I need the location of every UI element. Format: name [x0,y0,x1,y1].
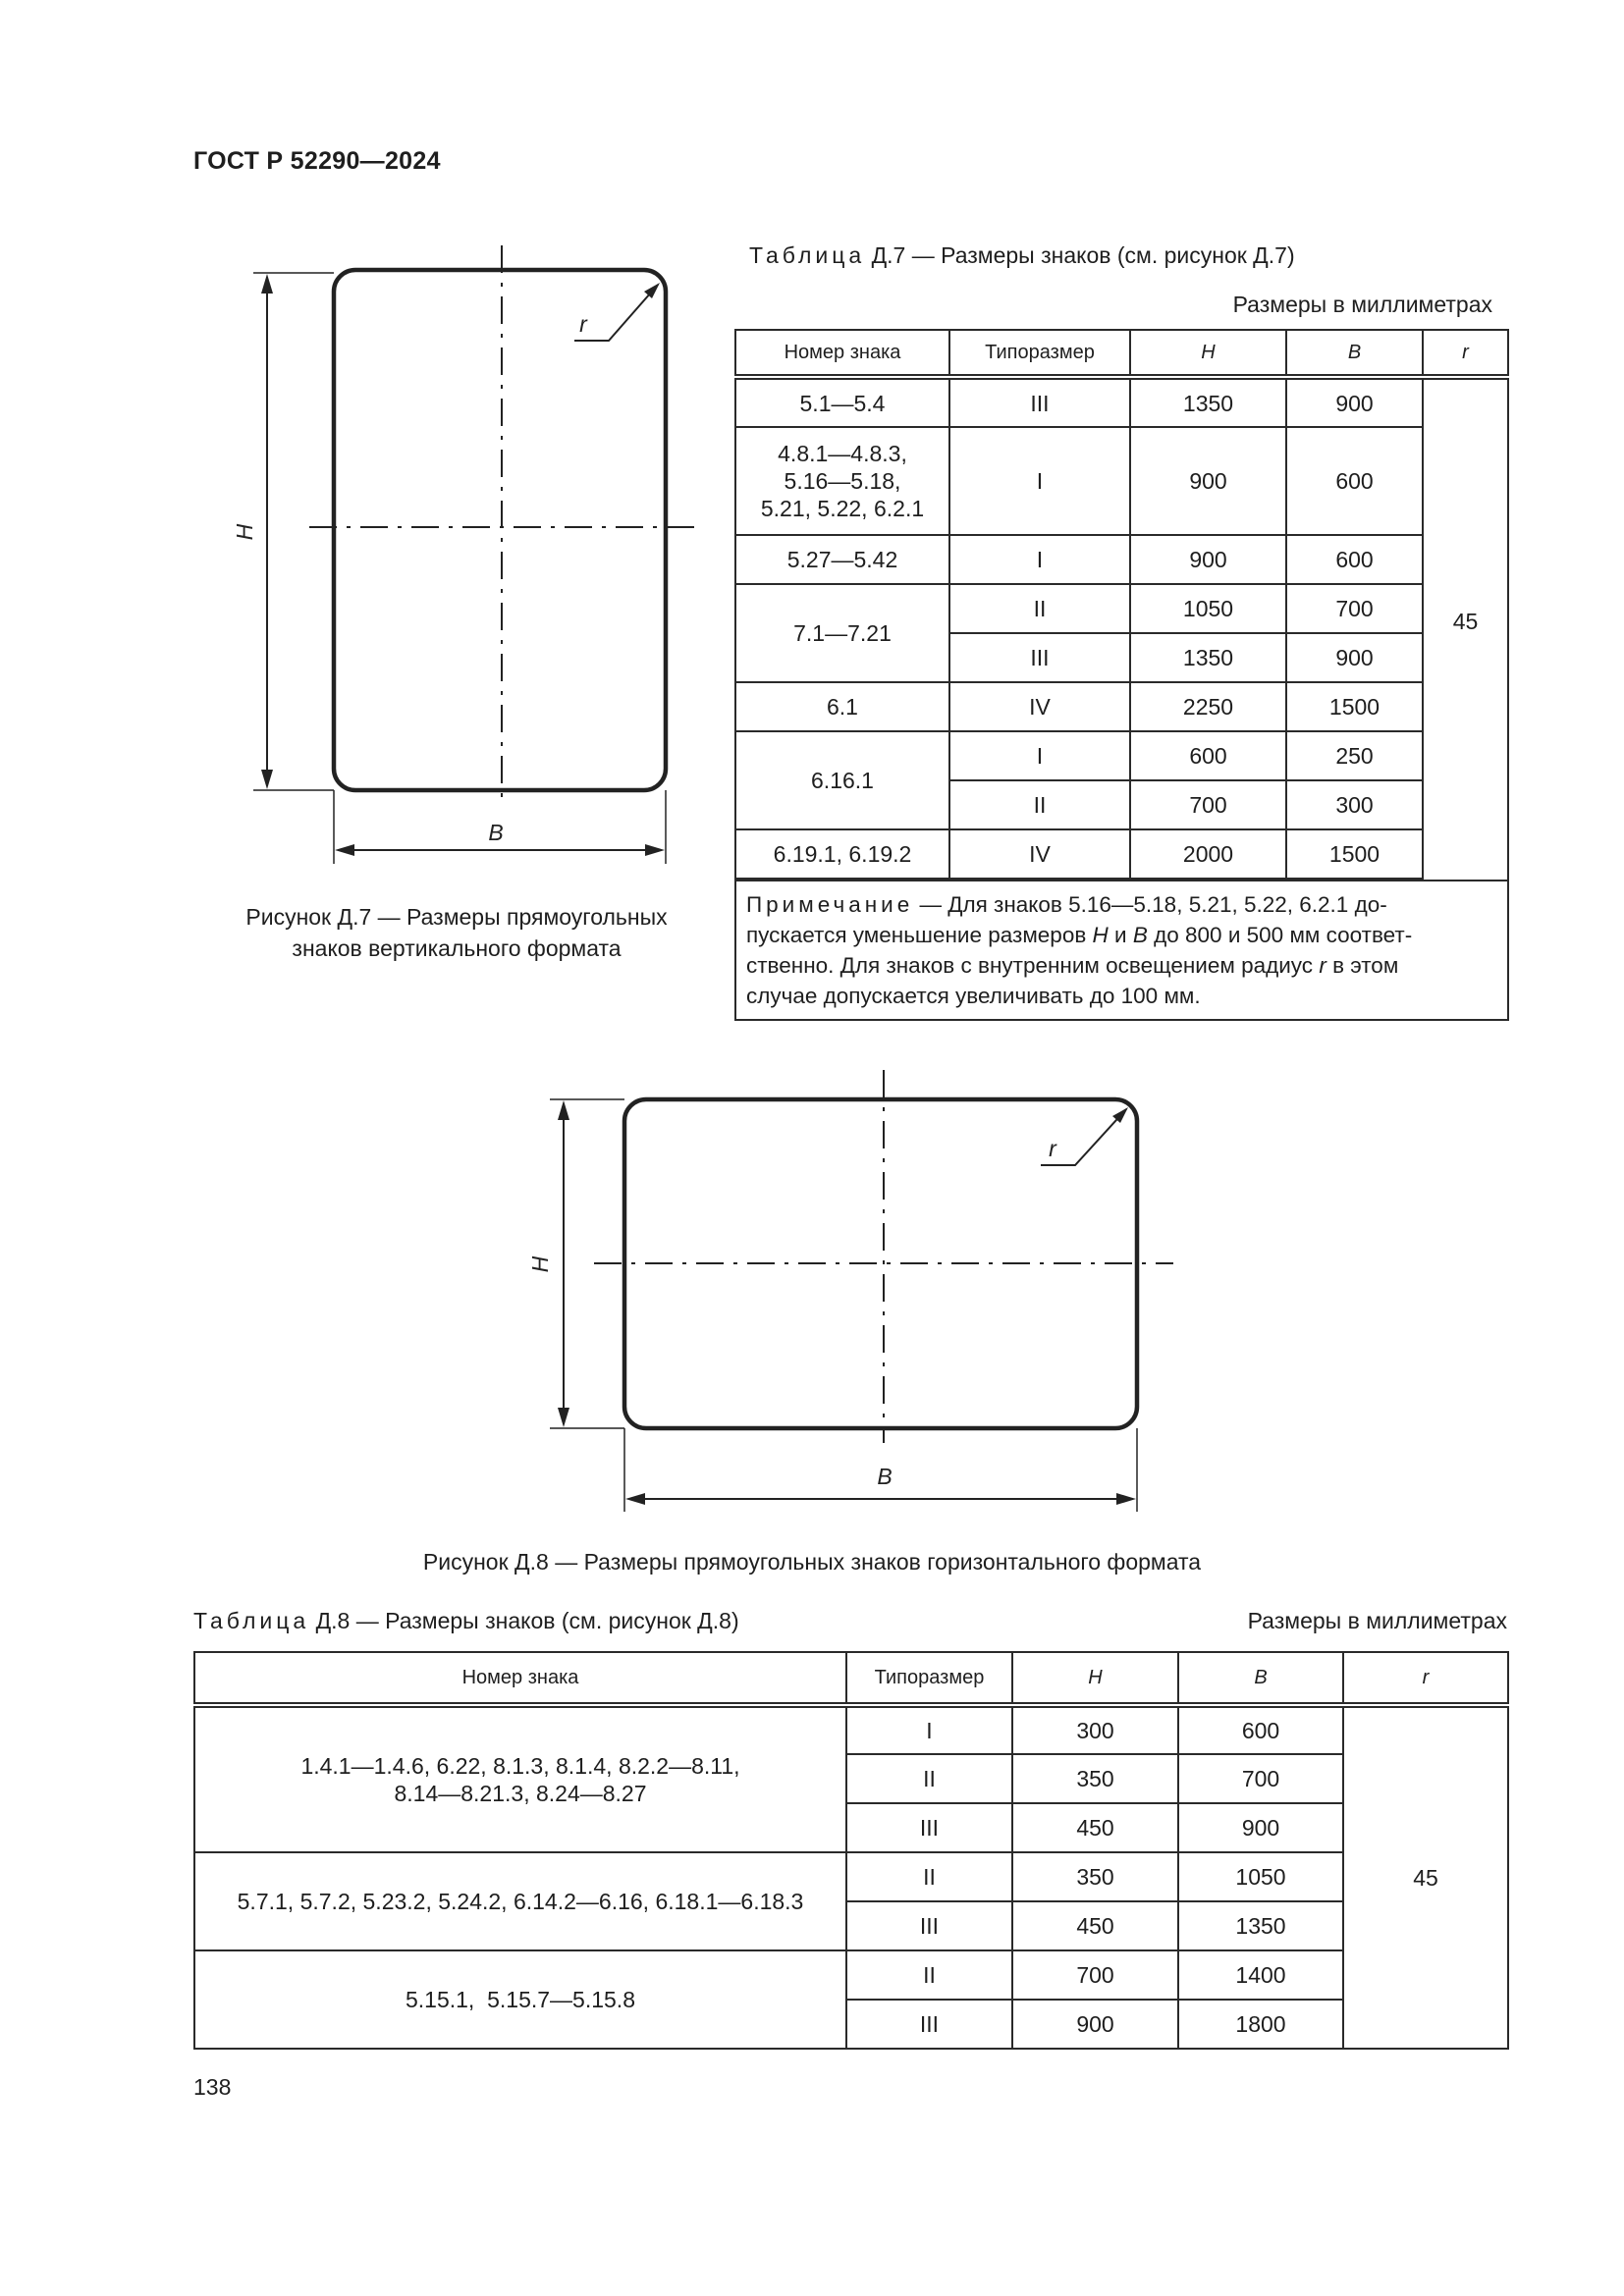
cell-number-line: 8.14—8.21.3, 8.24—8.27 [394,1781,647,1806]
cell-number-line: 1.4.1—1.4.6, 6.22, 8.1.3, 8.1.4, 8.2.2—8.11, [300,1753,740,1779]
table-d7-title [749,242,1295,269]
cell-h: 600 [1130,731,1286,780]
cell-number-line: 4.8.1—4.8.3, [778,441,907,466]
cell-b: 1400 [1178,1950,1343,2000]
cell-b: 1350 [1178,1901,1343,1950]
table-row [735,377,1508,427]
table-row [735,535,1508,584]
cell-h: 450 [1012,1901,1178,1950]
table-row [735,584,1508,633]
cell-h: 300 [1012,1705,1178,1754]
cell-number [194,1852,846,1950]
cell-b: 900 [1178,1803,1343,1852]
note-text: в этом [1326,953,1399,978]
note-text: и [1108,923,1133,947]
table-d7-header-number: Номер знака [735,330,949,377]
cell-h: 1350 [1130,633,1286,682]
table-row [194,1950,1508,2000]
cell-number [735,427,949,535]
cell-type: II [846,1950,1012,2000]
table-d8-title [193,1608,739,1634]
cell-number: 7.1—7.21 [735,584,949,682]
page-number: 138 [193,2074,232,2100]
cell-h: 350 [1012,1852,1178,1901]
table-row [735,427,1508,535]
cell-b: 900 [1286,633,1423,682]
note-symbol-r: r [1319,953,1326,978]
cell-number [194,1950,846,2049]
note-line1: — Для знаков 5.16—5.18, 5.21, 5.22, 6.2.1 до- [913,892,1387,917]
label-r-d8: r [1049,1136,1056,1161]
label-r-d7: r [579,311,587,337]
cell-type: IV [949,829,1130,879]
note-symbol-b: B [1132,923,1148,947]
cell-number-line: 5.21, 5.22, 6.2.1 [760,496,925,521]
figure-d7-caption-line1: Рисунок Д.7 — Размеры прямоугольных [245,904,668,930]
figure-d8-caption: Рисунок Д.8 — Размеры прямоугольных знаков горизонтального формата [422,1549,1202,1575]
table-d8-header-type: Типоразмер [846,1652,1012,1705]
table-d7-note [735,881,1508,1020]
cell-type: II [846,1852,1012,1901]
cell-b: 700 [1178,1754,1343,1803]
cell-number [194,1705,846,1852]
cell-number-line: 5.16—5.18, [784,468,901,494]
table-d7-title-rest: Д.7 — Размеры знаков (см. рисунок Д.7) [865,242,1295,268]
table-row [194,1852,1508,1901]
table-d8-units: Размеры в миллиметрах [1247,1608,1507,1633]
cell-type: I [949,535,1130,584]
cell-b: 600 [1286,427,1423,535]
figure-d7-caption [216,901,697,964]
cell-type: III [846,1803,1012,1852]
table-d7-header-type: Типоразмер [949,330,1130,377]
table-d7-note-row [735,881,1508,1020]
table-d7-header-h: H [1130,330,1286,377]
figure-d7-drawing [253,245,697,864]
table-row [194,1705,1508,1754]
cell-type: I [846,1705,1012,1754]
cell-number: 6.19.1, 6.19.2 [735,829,949,879]
cell-h: 900 [1130,427,1286,535]
cell-h: 450 [1012,1803,1178,1852]
table-d8-header-r: r [1343,1652,1508,1705]
cell-h: 350 [1012,1754,1178,1803]
note-label: Примечание [746,892,914,917]
cell-h: 2000 [1130,829,1286,879]
table-d8 [193,1651,1509,2050]
cell-b: 700 [1286,584,1423,633]
cell-h: 700 [1012,1950,1178,2000]
table-d7-title-word: Таблица [749,242,866,268]
cell-b: 1500 [1286,682,1423,731]
cell-type: III [949,377,1130,427]
cell-b: 600 [1178,1705,1343,1754]
table-d8-header-h: H [1012,1652,1178,1705]
cell-b: 250 [1286,731,1423,780]
note-text: ственно. Для знаков с внутренним освещением радиус [746,953,1320,978]
cell-b: 600 [1286,535,1423,584]
cell-number: 5.1—5.4 [735,377,949,427]
cell-h: 700 [1130,780,1286,829]
note-text: до 800 и 500 мм соответ- [1147,923,1413,947]
table-row [735,682,1508,731]
table-d8-header-b: B [1178,1652,1343,1705]
table-row [735,731,1508,780]
cell-type: I [949,731,1130,780]
cell-type: II [949,584,1130,633]
figure-d7-caption-line2: знаков вертикального формата [292,935,622,961]
cell-h: 900 [1012,2000,1178,2049]
note-symbol-h: H [1092,923,1109,947]
cell-b: 1800 [1178,2000,1343,2049]
cell-b: 1050 [1178,1852,1343,1901]
label-h-d7: H [232,523,257,541]
cell-h: 1350 [1130,377,1286,427]
note-line4: случае допускается увеличивать до 100 мм. [746,984,1201,1008]
cell-number: 6.16.1 [735,731,949,829]
cell-type: III [846,2000,1012,2049]
table-d7-header-b: B [1286,330,1423,377]
cell-b: 300 [1286,780,1423,829]
cell-h: 2250 [1130,682,1286,731]
cell-h: 900 [1130,535,1286,584]
cell-type: II [846,1754,1012,1803]
cell-type: III [949,633,1130,682]
cell-number: 5.27—5.42 [735,535,949,584]
table-d7-header-r: r [1423,330,1508,377]
table-d8-title-word: Таблица [193,1608,310,1633]
document-id: ГОСТ Р 52290—2024 [193,147,441,175]
label-b-d7: B [488,820,504,845]
cell-b: 1500 [1286,829,1423,879]
table-d8-header-number: Номер знака [194,1652,846,1705]
table-row [735,829,1508,879]
table-d7-units: Размеры в миллиметрах [1232,292,1492,317]
cell-h: 1050 [1130,584,1286,633]
cell-r: 45 [1343,1705,1508,2049]
cell-number-line: 5.7.1, 5.7.2, 5.23.2, 5.24.2, 6.14.2—6.16, 6.18.1—6.18.3 [237,1889,804,1914]
table-d7 [734,329,1509,1021]
cell-type: IV [949,682,1130,731]
cell-number-line: 5.15.1, 5.15.7—5.15.8 [405,1987,635,2012]
cell-type: I [949,427,1130,535]
cell-b: 900 [1286,377,1423,427]
table-d8-title-rest: Д.8 — Размеры знаков (см. рисунок Д.8) [309,1608,739,1633]
figure-d8-drawing [550,1070,1173,1512]
label-h-d8: H [527,1255,553,1273]
cell-number: 6.1 [735,682,949,731]
note-text: пускается уменьшение размеров [746,923,1093,947]
cell-type: III [846,1901,1012,1950]
cell-r: 45 [1423,377,1508,881]
label-b-d8: B [877,1464,893,1489]
cell-type: II [949,780,1130,829]
